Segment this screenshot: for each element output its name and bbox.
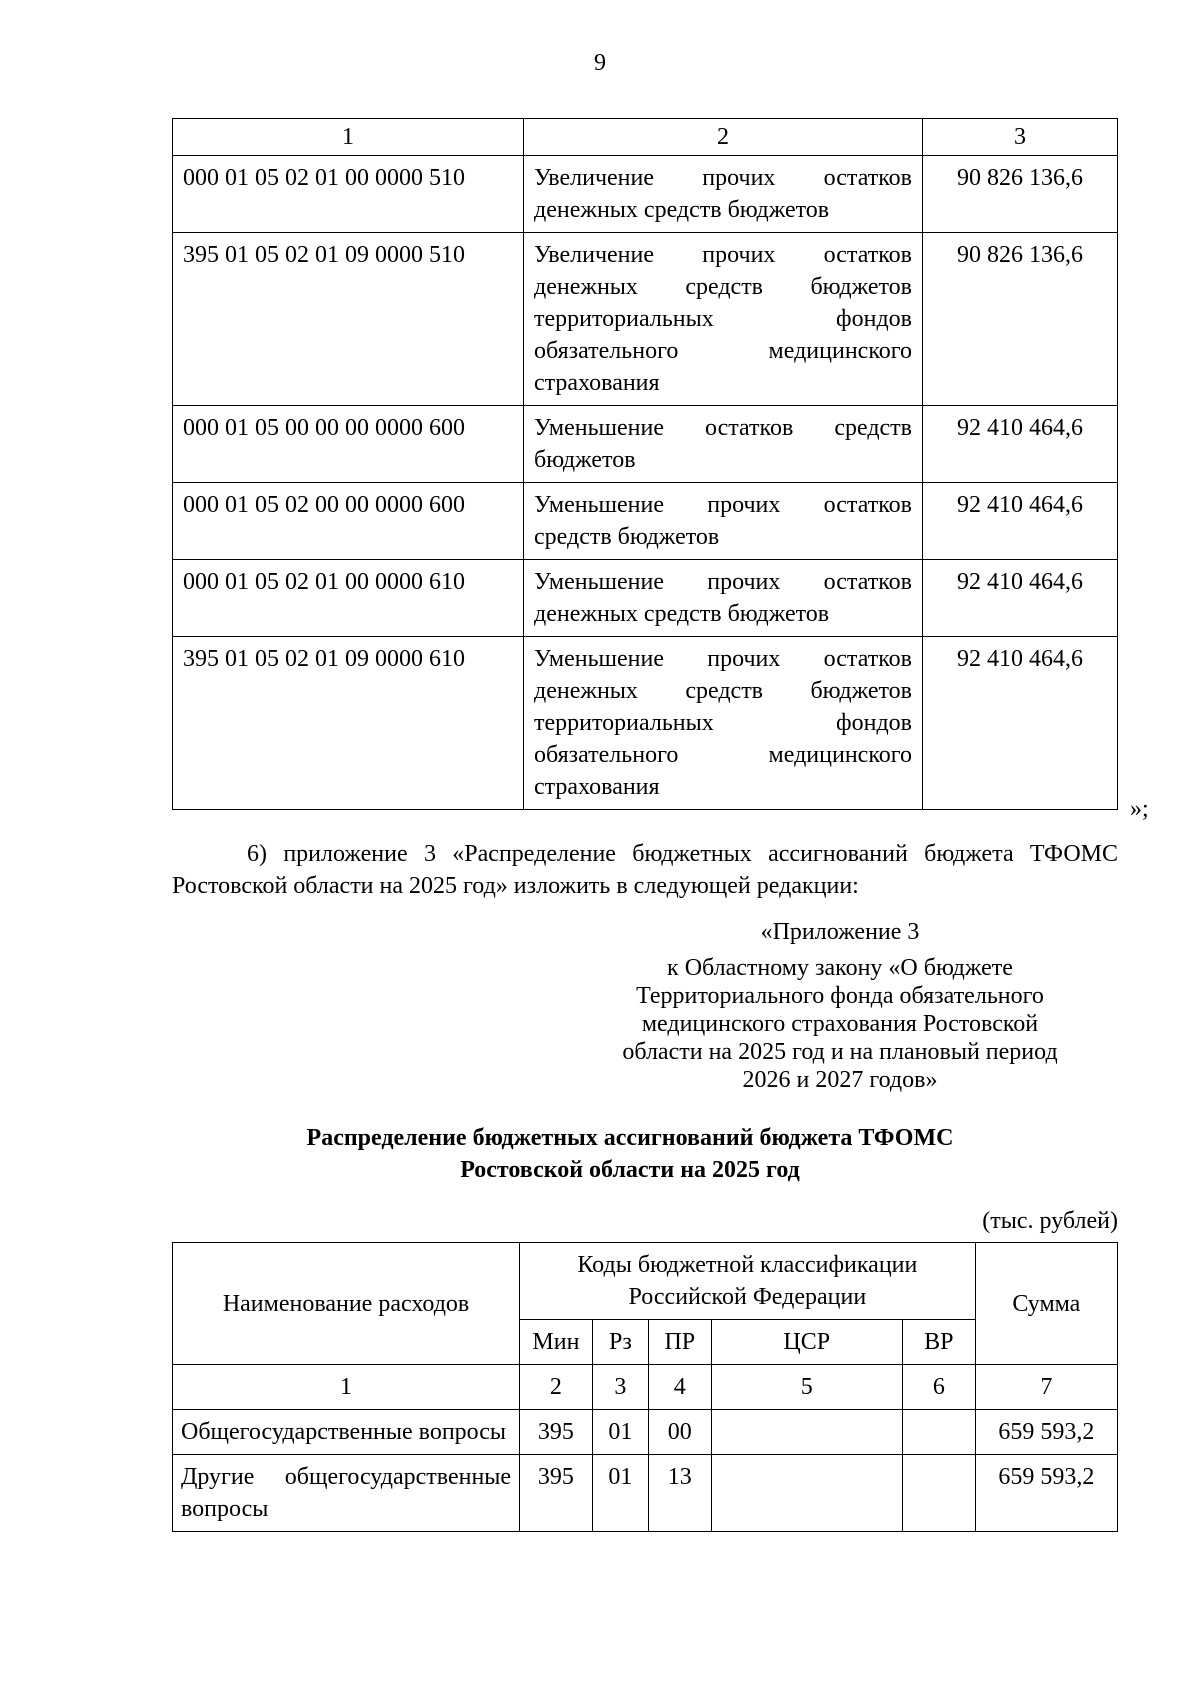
- table-header-row: [173, 1243, 1118, 1320]
- budget-code: 000 01 05 02 00 00 0000 600: [173, 483, 524, 560]
- column-number: 4: [649, 1365, 711, 1410]
- column-number: 3: [923, 119, 1118, 156]
- budget-code: 000 01 05 00 00 00 0000 600: [173, 406, 524, 483]
- appendix-line: области на 2025 год и на плановый период: [622, 1039, 1058, 1065]
- budget-code: 395 01 05 02 01 09 0000 610: [173, 637, 524, 810]
- table-row: [173, 483, 1118, 560]
- subheader-pr: ПР: [649, 1320, 711, 1365]
- heading-line: Распределение бюджетных ассигнований бюджета ТФОМС: [306, 1125, 954, 1151]
- row-description: Уменьшение остатков средств бюджетов: [524, 406, 923, 483]
- row-amount: 92 410 464,6: [923, 483, 1118, 560]
- row-vr: [902, 1455, 975, 1532]
- table-row: [173, 560, 1118, 637]
- appendix-reference: [580, 918, 1100, 1094]
- subheader-csr: ЦСР: [711, 1320, 902, 1365]
- row-amount: 92 410 464,6: [923, 406, 1118, 483]
- row-sum: 659 593,2: [975, 1455, 1117, 1532]
- table-numbers-row: [173, 1365, 1118, 1410]
- row-pr: 13: [649, 1455, 711, 1532]
- sources-table: [172, 118, 1118, 810]
- column-number: 6: [902, 1365, 975, 1410]
- row-rz: 01: [592, 1455, 648, 1532]
- row-name: Общегосударственные вопросы: [173, 1410, 520, 1455]
- row-description: Уменьшение прочих остатков денежных средств бюджетов территориальных фондов обязательного медицинского страхования: [524, 637, 923, 810]
- table-row: [173, 1410, 1118, 1455]
- table-row: [173, 156, 1118, 233]
- appendix-line: медицинского страхования Ростовской: [641, 1011, 1039, 1037]
- row-description: Уменьшение прочих остатков средств бюджетов: [524, 483, 923, 560]
- allocation-table: [172, 1242, 1118, 1532]
- table-row: [173, 233, 1118, 406]
- row-name: Другие общегосударственные вопросы: [173, 1455, 520, 1532]
- row-amount: 92 410 464,6: [923, 560, 1118, 637]
- row-amount: 92 410 464,6: [923, 637, 1118, 810]
- table-row: [173, 1455, 1118, 1532]
- subheader-vr: ВР: [902, 1320, 975, 1365]
- subheader-min: Мин: [520, 1320, 593, 1365]
- appendix-line: 2026 и 2027 годов»: [742, 1067, 938, 1093]
- budget-code: 000 01 05 02 01 00 0000 510: [173, 156, 524, 233]
- amendment-paragraph: 6) приложение 3 «Распределение бюджетных ассигнований бюджета ТФОМС Ростовской области на 2025 год» изложить в следующей редакции:: [172, 841, 1118, 899]
- row-description: Увеличение прочих остатков денежных средств бюджетов территориальных фондов обязательного медицинского страхования: [524, 233, 923, 406]
- column-number: 7: [975, 1365, 1117, 1410]
- budget-code: 395 01 05 02 01 09 0000 510: [173, 233, 524, 406]
- column-number: 1: [173, 1365, 520, 1410]
- column-number: 3: [592, 1365, 648, 1410]
- row-min: 395: [520, 1410, 593, 1455]
- table-header-row: [173, 119, 1118, 156]
- row-sum: 659 593,2: [975, 1410, 1117, 1455]
- column-number: 1: [173, 119, 524, 156]
- table-row: [173, 637, 1118, 810]
- column-number: 2: [524, 119, 923, 156]
- column-number: 2: [520, 1365, 593, 1410]
- unit-label: (тыс. рублей): [982, 1208, 1118, 1234]
- row-csr: [711, 1455, 902, 1532]
- row-rz: 01: [592, 1410, 648, 1455]
- section-heading: [250, 1122, 1010, 1186]
- appendix-title: «Приложение 3: [760, 919, 920, 945]
- column-number: 5: [711, 1365, 902, 1410]
- header-codes: Коды бюджетной классификации Российской Федерации: [520, 1243, 976, 1320]
- row-csr: [711, 1410, 902, 1455]
- page-number: 9: [594, 50, 606, 76]
- row-pr: 00: [649, 1410, 711, 1455]
- subheader-rz: Рз: [592, 1320, 648, 1365]
- table-row: [173, 406, 1118, 483]
- row-description: Увеличение прочих остатков денежных средств бюджетов: [524, 156, 923, 233]
- header-name: Наименование расходов: [173, 1243, 520, 1365]
- row-amount: 90 826 136,6: [923, 233, 1118, 406]
- row-min: 395: [520, 1455, 593, 1532]
- appendix-line: к Областному закону «О бюджете: [667, 955, 1013, 981]
- appendix-line: Территориального фонда обязательного: [636, 983, 1044, 1009]
- header-sum: Сумма: [975, 1243, 1117, 1365]
- row-amount: 90 826 136,6: [923, 156, 1118, 233]
- closing-quote: »;: [1130, 796, 1149, 822]
- row-description: Уменьшение прочих остатков денежных средств бюджетов: [524, 560, 923, 637]
- heading-line: Ростовской области на 2025 год: [460, 1157, 800, 1183]
- row-vr: [902, 1410, 975, 1455]
- budget-code: 000 01 05 02 01 00 0000 610: [173, 560, 524, 637]
